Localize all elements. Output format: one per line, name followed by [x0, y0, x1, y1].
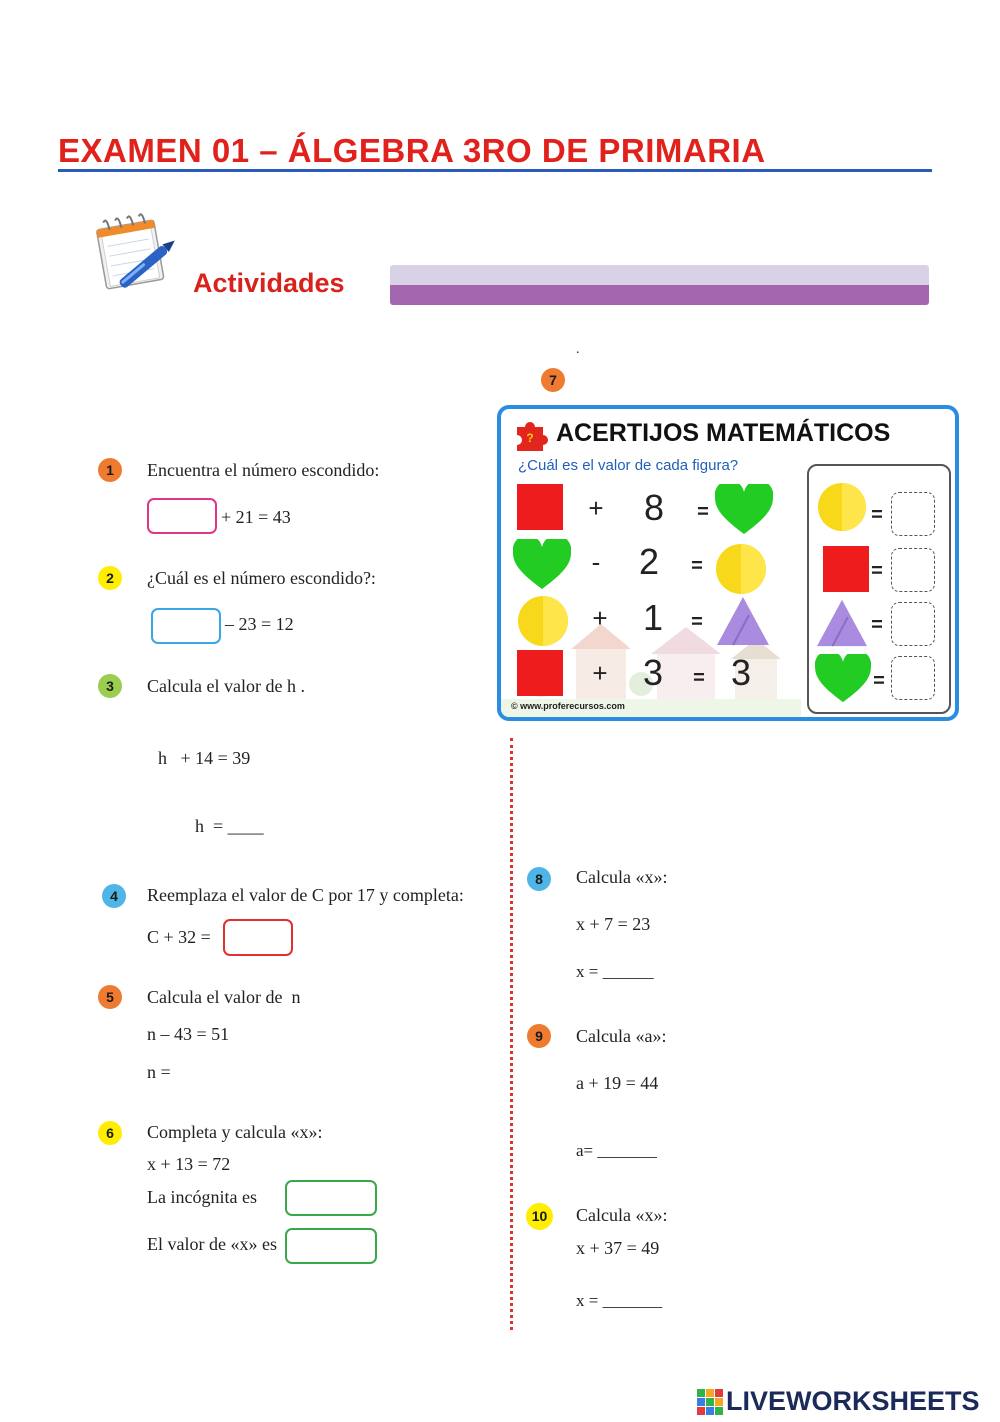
q4-equation: C + 32 =	[147, 927, 211, 947]
liveworksheets-logo-icon	[697, 1389, 723, 1415]
answer-equals: =	[871, 504, 883, 526]
question-number-9: 9	[527, 1024, 551, 1048]
red-square-shape	[517, 484, 563, 530]
question-number-5: 5	[98, 985, 122, 1009]
puzzle-card	[497, 405, 959, 721]
answer-equals: =	[871, 560, 883, 582]
square-answer-box[interactable]	[891, 548, 935, 592]
q6-unknown-label: La incógnita es	[147, 1187, 257, 1207]
question-number-2: 2	[98, 566, 122, 590]
puzzle-piece-icon	[511, 419, 549, 453]
q2-answer-box[interactable]	[151, 608, 221, 644]
q2-prompt: ¿Cuál es el número escondido?:	[147, 568, 376, 588]
q1-equation: + 21 = 43	[221, 507, 291, 527]
question-number-1: 1	[98, 458, 122, 482]
puzzle-row4-equals: =	[693, 667, 705, 689]
header-bar-dark	[390, 285, 929, 305]
puzzle-answer-panel	[807, 464, 951, 714]
q5-prompt: Calcula el valor de n	[147, 987, 301, 1007]
purple-triangle-shape	[815, 598, 869, 648]
q9-equation: a + 19 = 44	[576, 1073, 659, 1093]
puzzle-title: ACERTIJOS MATEMÁTICOS	[556, 419, 891, 447]
q9-answer[interactable]: a= _______	[576, 1141, 657, 1160]
column-divider	[510, 738, 513, 1330]
q1-prompt: Encuentra el número escondido:	[147, 460, 380, 480]
question-number-10: 10	[526, 1203, 553, 1230]
page-title: EXAMEN 01 – ÁLGEBRA 3RO DE PRIMARIA	[58, 132, 766, 169]
yellow-circle-shape	[817, 482, 867, 532]
triangle-answer-box[interactable]	[891, 602, 935, 646]
puzzle-row4-operator: +	[592, 658, 608, 688]
green-heart-shape	[815, 654, 871, 704]
q4-prompt: Reemplaza el valor de C por 17 y completa:	[147, 885, 464, 905]
question-number-4: 4	[102, 884, 126, 908]
svg-text:?: ?	[526, 431, 534, 445]
puzzle-row1-equals: =	[697, 501, 709, 523]
title-underline	[58, 169, 932, 172]
header-bar-light	[390, 265, 929, 285]
q9-prompt: Calcula «a»:	[576, 1026, 667, 1046]
q2-equation: – 23 = 12	[225, 614, 294, 634]
q8-answer[interactable]: x = ______	[576, 962, 654, 981]
q8-equation: x + 7 = 23	[576, 914, 651, 934]
puzzle-row3-equals: =	[691, 611, 703, 633]
question-number-6: 6	[98, 1121, 122, 1145]
puzzle-row2-equals: =	[691, 555, 703, 577]
notebook-pen-icon	[93, 208, 179, 292]
q5-answer[interactable]: n =	[147, 1062, 171, 1082]
q6-value-box[interactable]	[285, 1228, 377, 1264]
q6-equation: x + 13 = 72	[147, 1154, 231, 1174]
q10-equation: x + 37 = 49	[576, 1238, 660, 1258]
q3-equation: h + 14 = 39	[158, 748, 251, 768]
puzzle-row2-operator: -	[591, 547, 601, 577]
purple-triangle-shape	[715, 595, 771, 647]
puzzle-row4-number: 3	[642, 652, 664, 693]
puzzle-row1-operator: +	[588, 493, 604, 523]
question-number-7: 7	[541, 368, 565, 392]
red-square-shape	[517, 650, 563, 696]
puzzle-subtitle: ¿Cuál es el valor de cada figura?	[518, 457, 739, 474]
puzzle-row1-number: 8	[643, 487, 665, 528]
puzzle-row3-operator: +	[592, 603, 608, 633]
q5-equation: n – 43 = 51	[147, 1024, 230, 1044]
q6-prompt: Completa y calcula «x»:	[147, 1122, 323, 1142]
question-number-8: 8	[527, 867, 551, 891]
red-square-shape	[823, 546, 869, 592]
liveworksheets-brand: LIVEWORKSHEETS	[726, 1386, 980, 1416]
circle-answer-box[interactable]	[891, 492, 935, 536]
q1-answer-box[interactable]	[147, 498, 217, 534]
q8-prompt: Calcula «x»:	[576, 867, 668, 887]
puzzle-row4-result: 3	[730, 652, 752, 693]
activities-label: Actividades	[193, 268, 345, 298]
answer-equals: =	[873, 670, 885, 692]
q3-prompt: Calcula el valor de h .	[147, 676, 305, 696]
q10-answer[interactable]: x = _______	[576, 1291, 663, 1310]
yellow-circle-shape	[517, 595, 569, 647]
question-number-3: 3	[98, 674, 122, 698]
puzzle-copyright: © www.proferecursos.com	[511, 701, 625, 711]
q6-value-label: El valor de «x» es	[147, 1234, 277, 1254]
puzzle-row3-number: 1	[642, 597, 664, 638]
q3-answer[interactable]: h = ____	[195, 816, 264, 836]
q4-answer-box[interactable]	[223, 919, 293, 956]
green-heart-shape	[715, 484, 773, 536]
q6-unknown-box[interactable]	[285, 1180, 377, 1216]
stray-dot: .	[576, 342, 580, 357]
yellow-circle-shape	[715, 543, 767, 595]
q10-prompt: Calcula «x»:	[576, 1205, 668, 1225]
green-heart-shape	[513, 539, 571, 591]
answer-equals: =	[871, 614, 883, 636]
puzzle-row2-number: 2	[638, 541, 660, 582]
heart-answer-box[interactable]	[891, 656, 935, 700]
